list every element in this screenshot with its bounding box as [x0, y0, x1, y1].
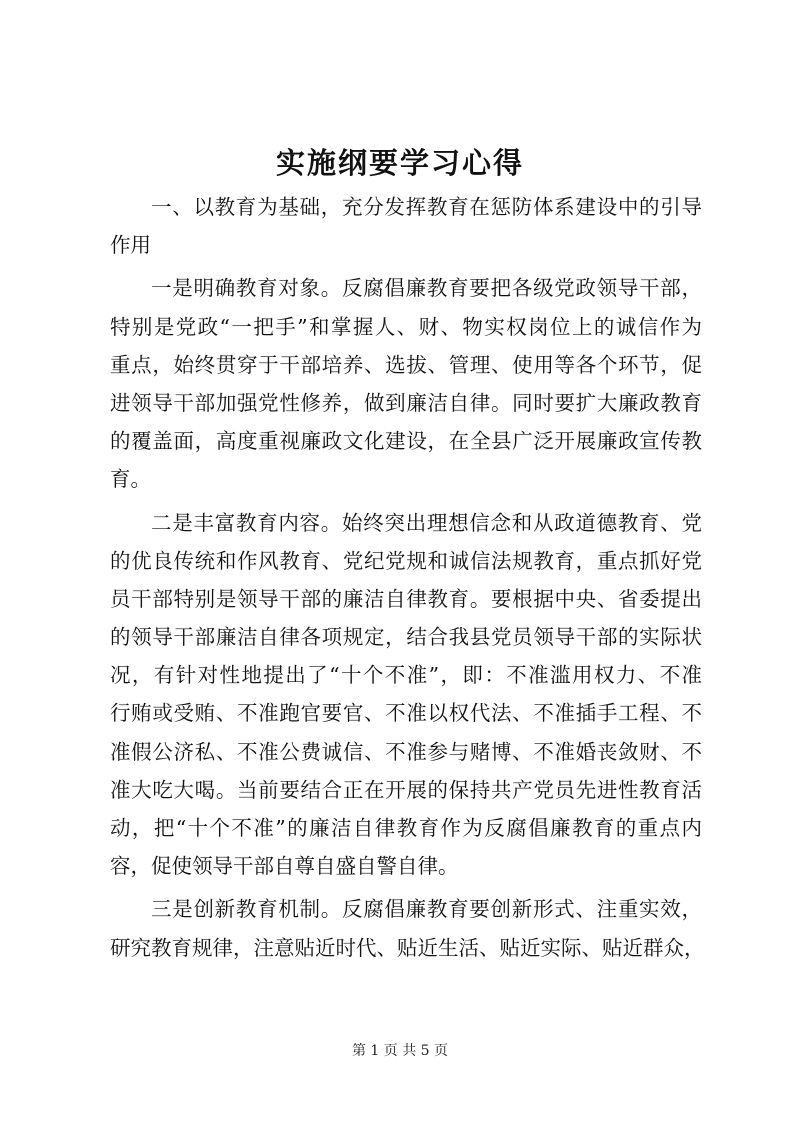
- text-line: 重点，始终贯穿于干部培养、选拔、管理、使用等各个环节，促: [110, 352, 702, 377]
- text-line: 三是创新教育机制。反腐倡廉教育要创新形式、注重实效，: [151, 897, 702, 922]
- text-line: 况，有针对性地提出了“十个不准”，即：不准滥用权力、不准: [110, 663, 702, 688]
- text-line: 准假公济私、不准公费诚信、不准参与赌博、不准婚丧敛财、不: [110, 739, 702, 764]
- text-line: 研究教育规律，注意贴近时代、贴近生活、贴近实际、贴近群众，: [110, 935, 705, 960]
- text-line: 员干部特别是领导干部的廉洁自律教育。要根据中央、省委提出: [110, 586, 702, 611]
- text-line: 作用: [110, 233, 151, 258]
- text-line: 特别是党政“一把手”和掌握人、财、物实权岗位上的诚信作为: [110, 314, 702, 339]
- paragraph: [110, 890, 705, 966]
- text-line: 一是明确教育对象。反腐倡廉教育要把各级党政领导干部，: [151, 276, 702, 301]
- page-number-footer: 第 1 页 共 5 页: [351, 1043, 449, 1059]
- text-line: 的领导干部廉洁自律各项规定，结合我县党员领导干部的实际状: [110, 625, 702, 650]
- text-line: 育。: [110, 467, 151, 492]
- text-line: 的覆盖面，高度重视廉政文化建设，在全县广泛开展廉政宣传教: [110, 429, 702, 454]
- text-line: 行贿或受贿、不准跑官要官、不准以权代法、不准插手工程、不: [110, 701, 702, 726]
- text-line: 进领导干部加强党性修养，做到廉洁自律。同时要扩大廉政教育: [110, 390, 702, 415]
- paragraph: [110, 188, 702, 264]
- document-title: 实施纲要学习心得: [275, 146, 524, 180]
- text-line: 动，把“十个不准”的廉洁自律教育作为反腐倡廉教育的重点内: [110, 816, 702, 840]
- text-line: 二是丰富教育内容。始终突出理想信念和从政道德教育、党: [151, 510, 702, 535]
- paragraph: [110, 269, 702, 498]
- text-line: 容，促使领导干部自尊自盛自警自律。: [110, 854, 459, 879]
- paragraph: [110, 504, 702, 886]
- text-line: 的优良传统和作风教育、党纪党规和诚信法规教育，重点抓好党: [110, 548, 702, 573]
- document-body: [110, 188, 705, 967]
- text-line: 一、以教育为基础，充分发挥教育在惩防体系建设中的引导: [151, 195, 702, 219]
- text-line: 准大吃大喝。当前要结合正在开展的保持共产党员先进性教育活: [110, 777, 702, 802]
